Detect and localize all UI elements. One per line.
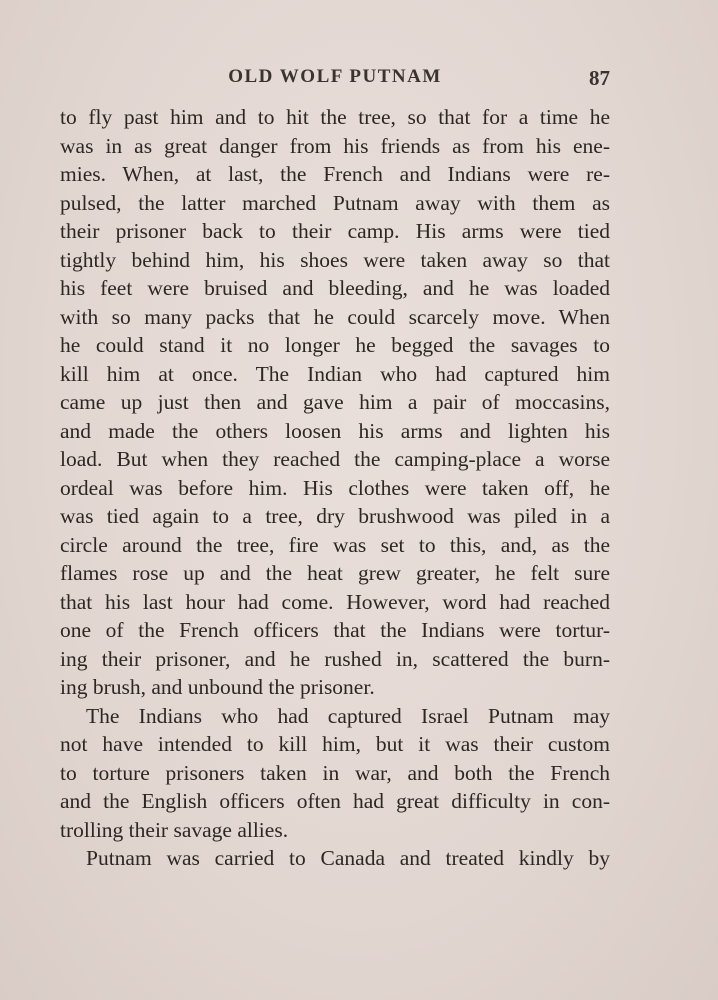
text-line: to torture prisoners taken in war, and both the French — [60, 760, 610, 785]
text-line: mies. When, at last, the French and Indians were re- — [60, 162, 610, 186]
paragraph-first-line: Putnam was carried to Canada and treated kindly by — [86, 846, 610, 870]
text-line: pulsed, the latter marched Putnam away with them as — [60, 190, 610, 215]
text-line: tightly behind him, his shoes were taken away so that — [60, 247, 610, 272]
text-line: was in as great danger from his friends as from his ene- — [60, 133, 610, 158]
text-line: to fly past him and to hit the tree, so that for a time he — [60, 105, 610, 129]
text-line: load. But when they reached the camping-place a worse — [60, 447, 610, 471]
text-line: kill him at once. The Indian who had captured him — [60, 361, 610, 386]
page-number: 87 — [589, 66, 610, 90]
text-line: one of the French officers that the Indians were tortur- — [60, 618, 610, 642]
text-line: circle around the tree, fire was set to this, and, as the — [60, 532, 610, 557]
text-line: and made the others loosen his arms and lighten his — [60, 418, 610, 443]
paragraph-end-line: ing brush, and unbound the prisoner. — [60, 675, 375, 699]
text-line: he could stand it no longer he begged the savages to — [60, 333, 610, 357]
body-text — [60, 103, 610, 873]
text-line: ordeal was before him. His clothes were taken off, he — [60, 475, 610, 500]
text-line: that his last hour had come. However, word had reached — [60, 589, 610, 614]
paragraph-end-line: trolling their savage allies. — [60, 817, 289, 842]
text-line: came up just then and gave him a pair of moccasins, — [60, 390, 610, 414]
text-line: his feet were bruised and bleeding, and he was loaded — [60, 276, 610, 300]
text-line: and the English officers often had great difficulty in con- — [60, 789, 610, 813]
text-line: their prisoner back to their camp. His arms were tied — [60, 219, 610, 243]
paragraph-first-line: The Indians who had captured Israel Putnam may — [86, 703, 610, 728]
text-line: with so many packs that he could scarcely move. When — [60, 304, 610, 329]
text-line: was tied again to a tree, dry brushwood was piled in a — [60, 504, 610, 528]
text-line: ing their prisoner, and he rushed in, scattered the burn- — [60, 646, 610, 671]
chapter-title: OLD WOLF PUTNAM — [228, 66, 442, 87]
text-line: flames rose up and the heat grew greater, he felt sure — [60, 561, 610, 585]
running-head — [60, 66, 610, 96]
text-line: not have intended to kill him, but it was their custom — [60, 732, 610, 756]
